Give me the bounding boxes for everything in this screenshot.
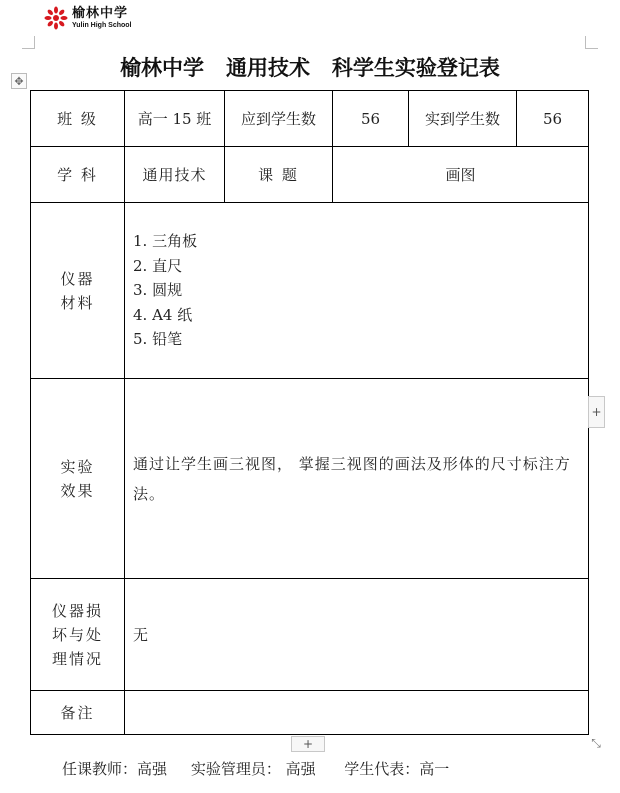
topic-value[interactable]: 画图 (333, 147, 589, 203)
signature-line: 任课教师：高强 实验管理员： 高强 学生代表：高一 (62, 760, 450, 778)
damage-label-line: 理情况 (51, 649, 103, 668)
materials-label (31, 203, 125, 379)
registration-table (30, 90, 589, 735)
margin-corner-top-right (585, 36, 598, 49)
list-item: 3. 圆规 (133, 281, 183, 300)
damage-value[interactable]: 无 (125, 579, 589, 691)
table-resize-handle-icon[interactable]: ⤡ (591, 735, 601, 750)
add-row-button[interactable]: + (291, 736, 325, 752)
damage-label (31, 579, 125, 691)
effect-label-line: 效果 (60, 481, 95, 500)
expected-students-value[interactable]: 56 (333, 91, 409, 147)
actual-students-value[interactable]: 56 (517, 91, 589, 147)
table-row (31, 91, 589, 147)
effect-label (31, 379, 125, 579)
subject-value[interactable]: 通用技术 (125, 147, 225, 203)
add-column-button[interactable]: + (588, 396, 605, 428)
table-row (31, 579, 589, 691)
school-emblem-icon (44, 6, 68, 30)
materials-list[interactable] (125, 203, 589, 379)
table-row (31, 147, 589, 203)
list-item: 4. A4 纸 (133, 305, 193, 324)
effect-text[interactable]: 通过让学生画三视图， 掌握三视图的画法及形体的尺寸标注方法。 (125, 379, 589, 579)
table-move-handle-icon[interactable]: ✥ (11, 73, 27, 89)
topic-label: 课 题 (225, 147, 333, 203)
class-label: 班 级 (31, 91, 125, 147)
expected-students-label: 应到学生数 (225, 91, 333, 147)
remarks-label: 备注 (31, 691, 125, 735)
damage-label-line: 仪器损 (51, 601, 103, 620)
list-item: 5. 铅笔 (133, 330, 183, 349)
effect-label-line: 实验 (60, 457, 95, 476)
damage-label-line: 坏与处 (51, 625, 103, 644)
actual-students-label: 实到学生数 (409, 91, 517, 147)
logo-name-cn: 榆林中学 (72, 6, 129, 21)
table-row (31, 691, 589, 735)
list-item: 2. 直尺 (133, 256, 183, 275)
list-item: 1. 三角板 (133, 232, 198, 251)
logo-name-en: Yulin High School (72, 22, 132, 29)
class-value[interactable]: 高一 15 班 (125, 91, 225, 147)
school-logo (44, 6, 132, 30)
margin-corner-top-left (22, 36, 35, 49)
table-row (31, 379, 589, 579)
subject-label: 学 科 (31, 147, 125, 203)
materials-label-line: 仪器 (60, 269, 95, 288)
table-row (31, 203, 589, 379)
remarks-value[interactable] (125, 691, 589, 735)
document-title: 榆林中学 通用技术 科学生实验登记表 (120, 56, 500, 80)
materials-label-line: 材料 (60, 293, 95, 312)
